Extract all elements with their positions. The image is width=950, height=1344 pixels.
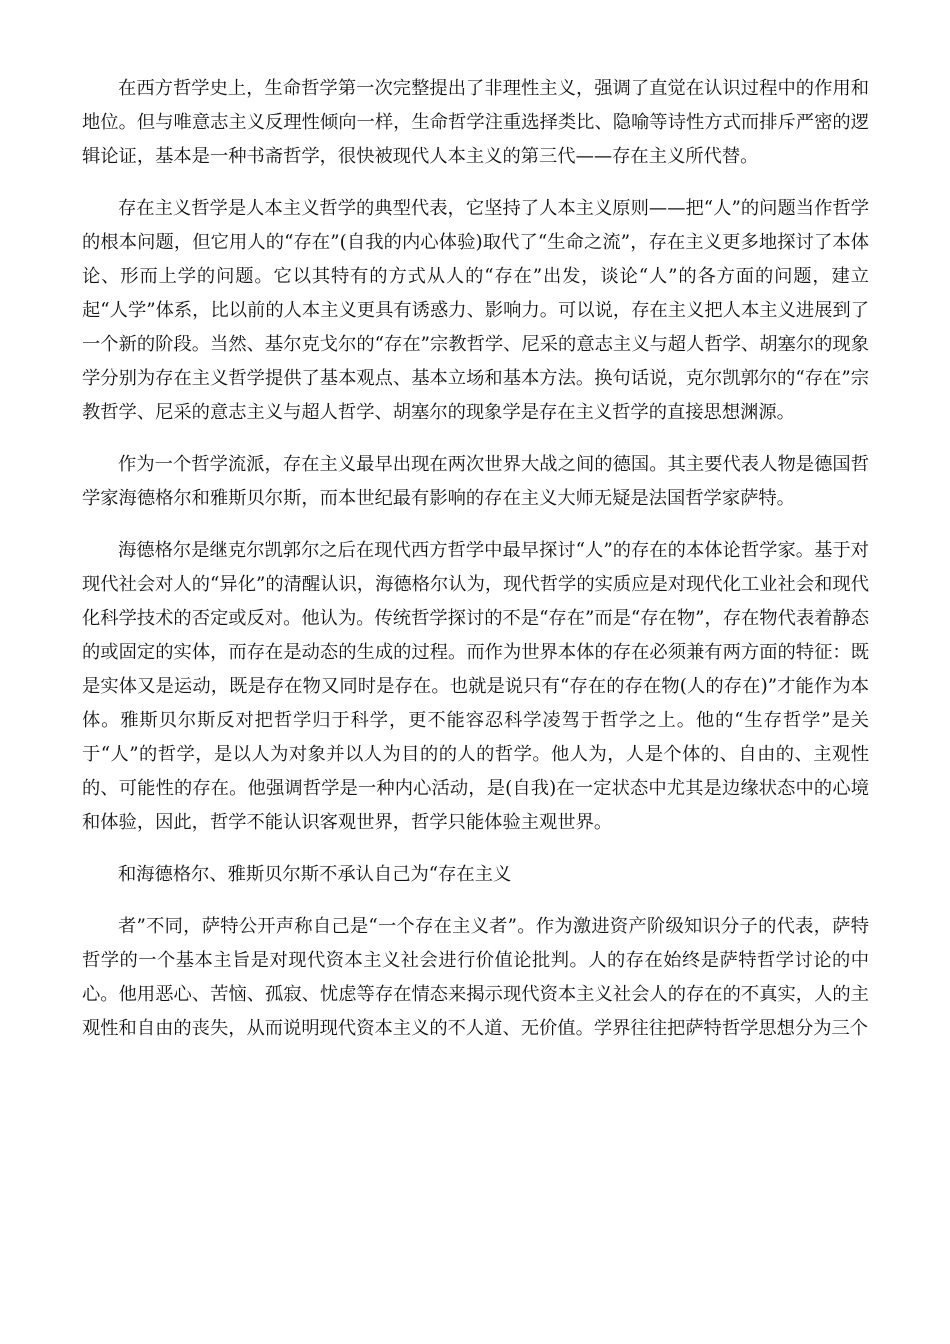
paragraph-existentialism-overview: 存在主义哲学是人本主义哲学的典型代表，它坚持了人本主义原则——把“人”的问题当作哲学的根本问题，但它用人的“存在”(自我的内心体验)取代了“生命之流”，存在主义更多地探讨了本体论、形而上学的问题。它以其特有的方式从人的“存在”出发，谈论“人”的各方面的问题，建立起“人学”体系，比以前的人本主义更具有诱惑力、影响力。可以说，存在主义把人本主义进展到了一个新的阶段。当然、基尔克戈尔的“存在”宗教哲学、尼采的意志主义与超人哲学、胡塞尔的现象学分别为存在主义哲学提供了基本观点、基本立场和基本方法。换句话说，克尔凯郭尔的“存在”宗教哲学、尼采的意志主义与超人哲学、胡塞尔的现象学是存在主义哲学的直接思想渊源。 xyxy=(82,198,869,423)
paragraph-sartre: 者”不同，萨特公开声称自己是“一个存在主义者”。作为激进资产阶级知识分子的代表，萨特哲学的一个基本主旨是对现代资本主义社会进行价值论批判。人的存在始终是萨特哲学讨论的中心。他用恶心、苦恼、孤寂、忧虑等存在情态来揭示现代资本主义社会人的存在的不真实，人的主观性和自由的丧失，从而说明现代资本主义的不人道、无价值。学界往往把萨特哲学思想分为三个 xyxy=(82,916,869,1039)
paragraph-existentialism-origin: 作为一个哲学流派，存在主义最早出现在两次世界大战之间的德国。其主要代表人物是德国哲学家海德格尔和雅斯贝尔斯，而本世纪最有影响的存在主义大师无疑是法国哲学家萨特。 xyxy=(82,454,869,509)
paragraph-fragment: 和海德格尔、雅斯贝尔斯不承认自己为“存在主义 xyxy=(118,864,512,885)
paragraph-life-philosophy: 在西方哲学史上，生命哲学第一次完整提出了非理性主义，强调了直觉在认识过程中的作用和地位。但与唯意志主义反理性倾向一样，生命哲学注重选择类比、隐喻等诗性方式而排斥严密的逻辑论证，基本是一种书斋哲学，很快被现代人本主义的第三代——存在主义所代替。 xyxy=(82,78,869,167)
paragraph-heidegger-jaspers: 海德格尔是继克尔凯郭尔之后在现代西方哲学中最早探讨“人”的存在的本体论哲学家。基于对现代社会对人的“异化”的清醒认识，海德格尔认为，现代哲学的实质应是对现代化工业社会和现代化科学技术的否定或反对。他认为。传统哲学探讨的不是“存在”而是“存在物”，存在物代表着静态的或固定的实体，而存在是动态的生成的过程。而作为世界本体的存在必须兼有两方面的特征：既是实体又是运动，既是存在物又同时是存在。也就是说只有“存在的存在物(人的存在)”才能作为本体。雅斯贝尔斯反对把哲学归于科学，更不能容忍科学凌驾于哲学之上。他的“生存哲学”是关于“人”的哲学，是以人为对象并以人为目的的人的哲学。他人为，人是个体的、自由的、主观性的、可能性的存在。他强调哲学是一种内心活动，是(自我)在一定状态中尤其是边缘状态中的心境和体验，因此，哲学不能认识客观世界，哲学只能体验主观世界。 xyxy=(82,540,869,833)
document-page xyxy=(82,72,869,1064)
